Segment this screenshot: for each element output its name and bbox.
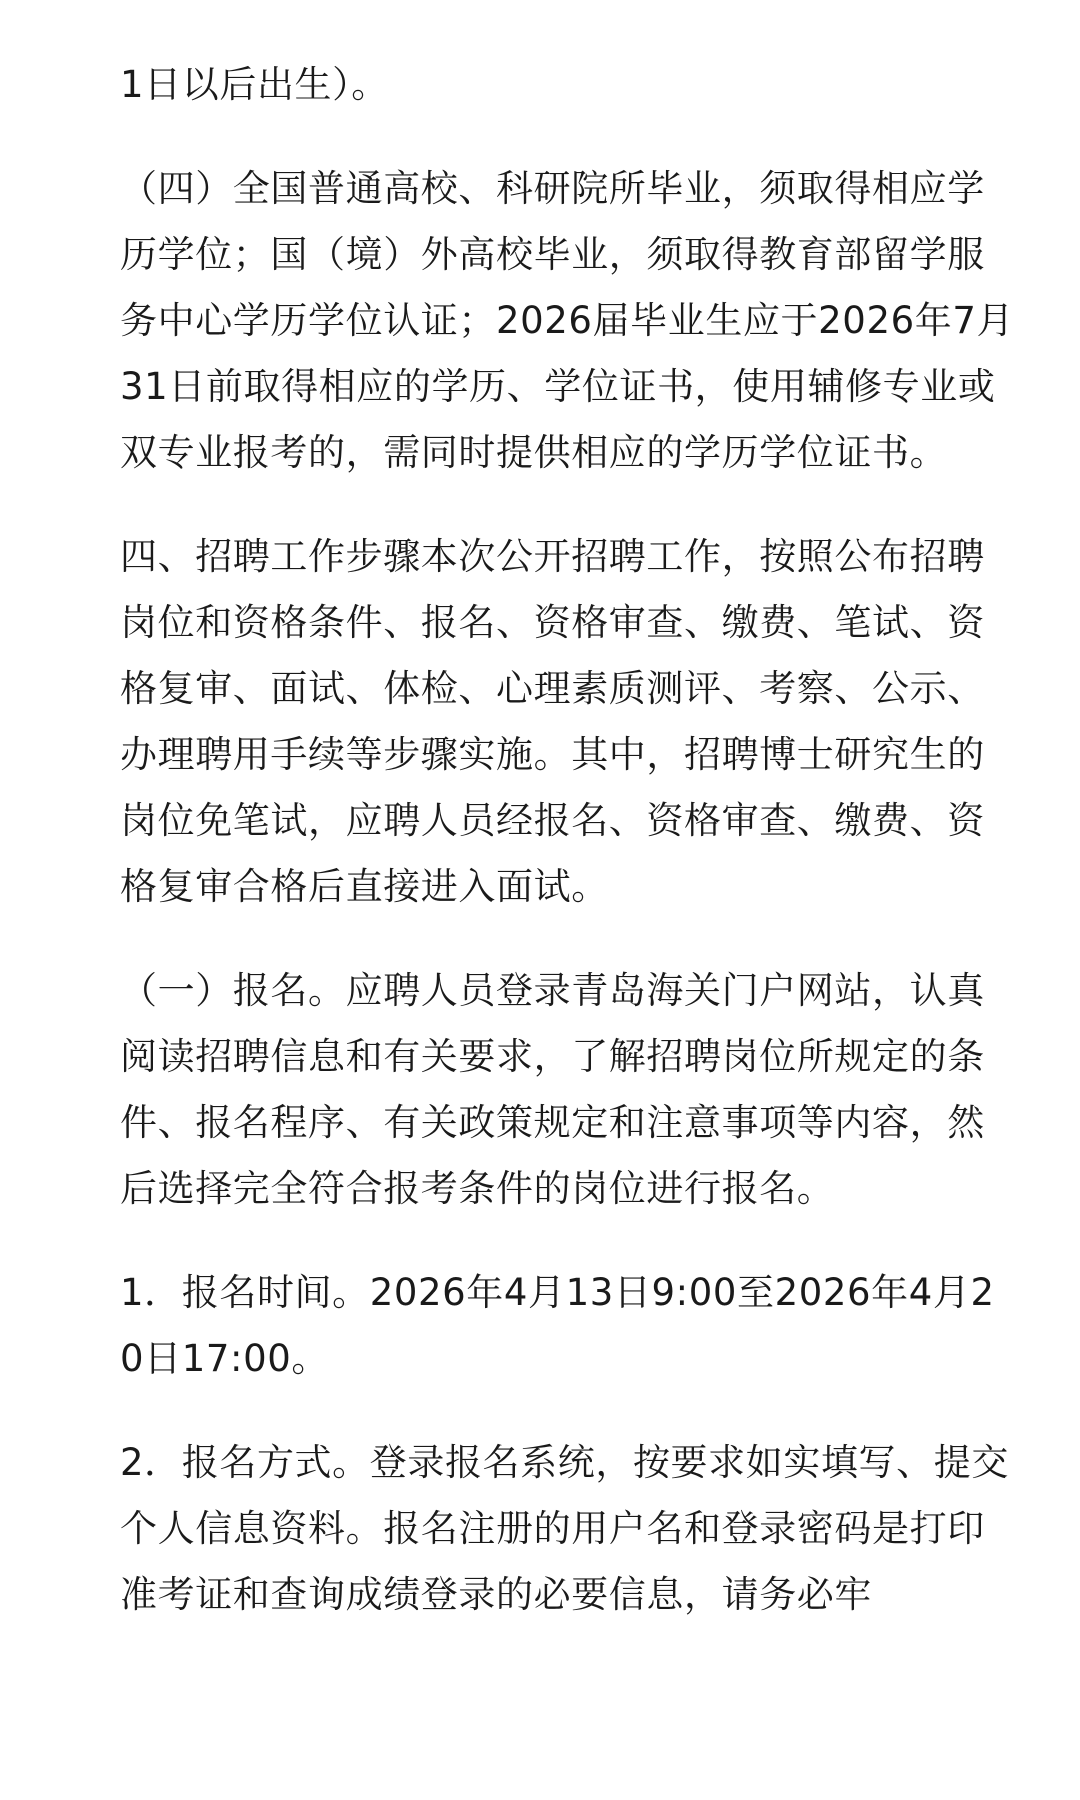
- paragraph-recruitment-steps: 四、招聘工作步骤本次公开招聘工作，按照公布招聘岗位和资格条件、报名、资格审查、缴费、笔试、资格复审、面试、体检、心理素质测评、考察、公示、办理聘用手续等步骤实施。其中，招聘博士研究生的岗位免笔试，应聘人员经报名、资格审查、缴费、资格复审合格后直接进入面试。: [120, 535, 985, 908]
- article-body: [120, 52, 1018, 1628]
- paragraph-registration-time: 1．报名时间。2026年4月13日9:00至2026年4月20日17:00。: [120, 1271, 995, 1380]
- paragraph-degree-requirement: （四）全国普通高校、科研院所毕业，须取得相应学历学位；国（境）外高校毕业，须取得教育部留学服务中心学历学位认证；2026届毕业生应于2026年7月31日前取得相应的学历、学位证书，使用辅修专业或双专业报考的，需同时提供相应的学历学位证书。: [120, 167, 1015, 474]
- paragraph-registration: （一）报名。应聘人员登录青岛海关门户网站，认真阅读招聘信息和有关要求，了解招聘岗位所规定的条件、报名程序、有关政策规定和注意事项等内容，然后选择完全符合报考条件的岗位进行报名。: [120, 969, 985, 1210]
- paragraph-registration-method: 2．报名方式。登录报名系统，按要求如实填写、提交个人信息资料。报名注册的用户名和登录密码是打印准考证和查询成绩登录的必要信息，请务必牢: [120, 1441, 1009, 1616]
- paragraph-birth-date-tail: 1日以后出生）。: [120, 63, 389, 106]
